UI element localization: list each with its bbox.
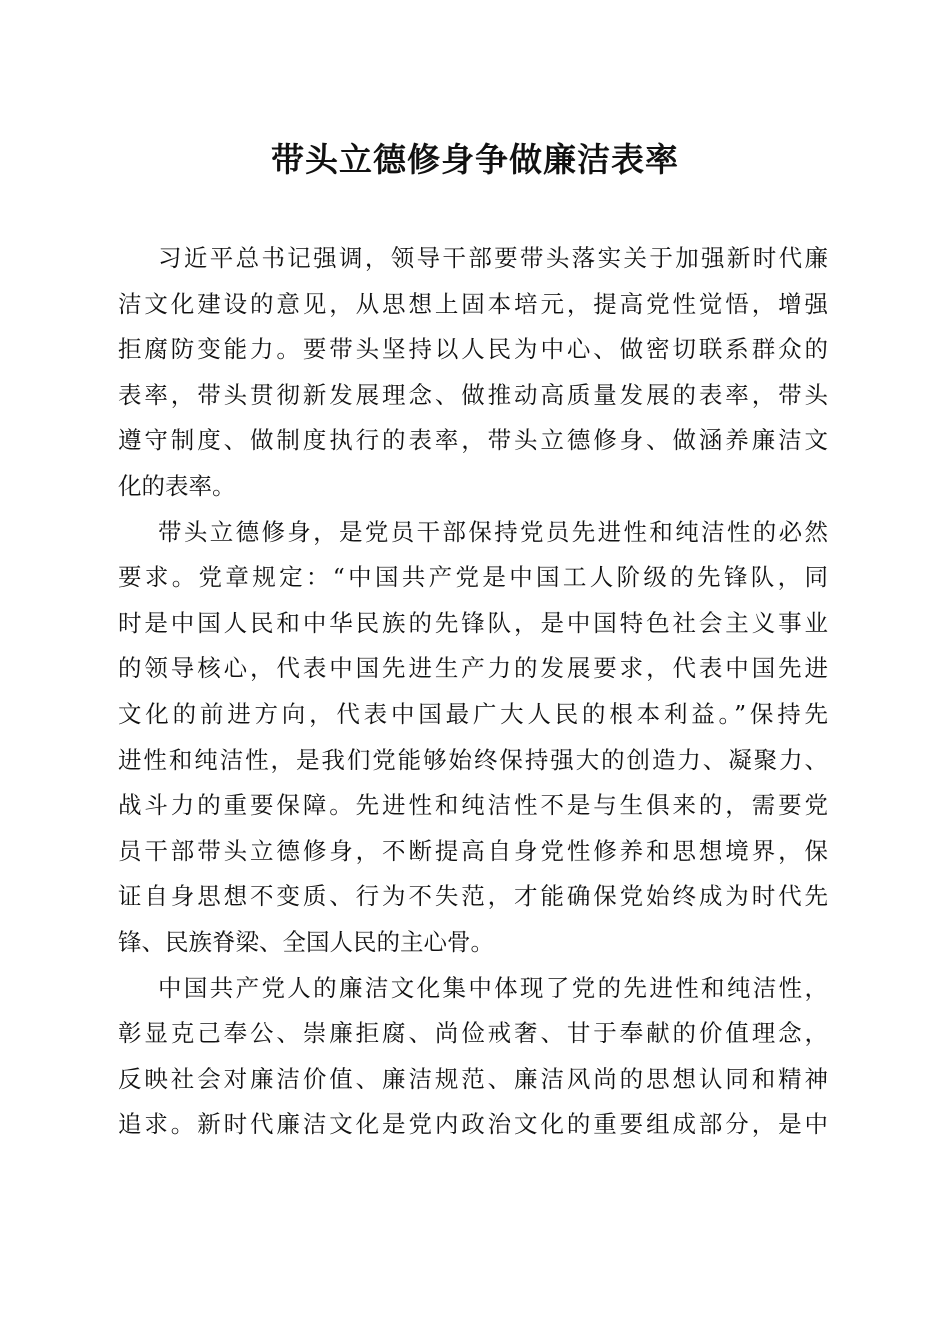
paragraph-3-line-3: 反映社会对廉洁价值、廉洁规范、廉洁风尚的思想认同和精神 bbox=[118, 1064, 828, 1093]
paragraph-3-line-2: 彰显克己奉公、崇廉拒腐、尚俭戒奢、甘于奉献的价值理念， bbox=[118, 1019, 828, 1048]
paragraph-1-line-4: 表率，带头贯彻新发展理念、做推动高质量发展的表率，带头 bbox=[118, 380, 828, 409]
paragraph-1-line-5: 遵守制度、做制度执行的表率，带头立德修身、做涵养廉洁文 bbox=[118, 426, 828, 455]
document-title: 带头立德修身争做廉洁表率 bbox=[271, 140, 679, 179]
paragraph-1-line-3: 拒腐防变能力。要带头坚持以人民为中心、做密切联系群众的 bbox=[118, 335, 828, 364]
paragraph-3-line-1: 中国共产党人的廉洁文化集中体现了党的先进性和纯洁性， bbox=[158, 973, 828, 1002]
paragraph-2-line-10: 锋、民族脊梁、全国人民的主心骨。 bbox=[118, 927, 494, 956]
paragraph-2-line-2: 要求。党章规定：“中国共产党是中国工人阶级的先锋队，同 bbox=[118, 563, 828, 592]
paragraph-2-line-3: 时是中国人民和中华民族的先锋队，是中国特色社会主义事业 bbox=[118, 608, 828, 637]
paragraph-2-line-8: 员干部带头立德修身，不断提高自身党性修养和思想境界，保 bbox=[118, 836, 828, 865]
paragraph-2-line-5: 文化的前进方向，代表中国最广大人民的根本利益。”保持先 bbox=[118, 699, 828, 728]
paragraph-2-line-7: 战斗力的重要保障。先进性和纯洁性不是与生俱来的，需要党 bbox=[118, 791, 828, 820]
paragraph-1-line-1: 习近平总书记强调，领导干部要带头落实关于加强新时代廉 bbox=[158, 244, 828, 272]
paragraph-1-line-6: 化的表率。 bbox=[118, 471, 236, 500]
paragraph-2-line-1: 带头立德修身，是党员干部保持党员先进性和纯洁性的必然 bbox=[158, 517, 828, 546]
document-body bbox=[118, 236, 828, 1148]
paragraph-2-line-6: 进性和纯洁性，是我们党能够始终保持强大的创造力、凝聚力、 bbox=[118, 745, 828, 774]
paragraph-2-line-4: 的领导核心，代表中国先进生产力的发展要求，代表中国先进 bbox=[118, 654, 828, 683]
paragraph-2-line-9: 证自身思想不变质、行为不失范，才能确保党始终成为时代先 bbox=[118, 882, 828, 911]
paragraph-3-line-4: 追求。新时代廉洁文化是党内政治文化的重要组成部分，是中 bbox=[118, 1110, 828, 1139]
paragraph-1-line-2: 洁文化建设的意见，从思想上固本培元，提高党性觉悟，增强 bbox=[118, 289, 828, 318]
